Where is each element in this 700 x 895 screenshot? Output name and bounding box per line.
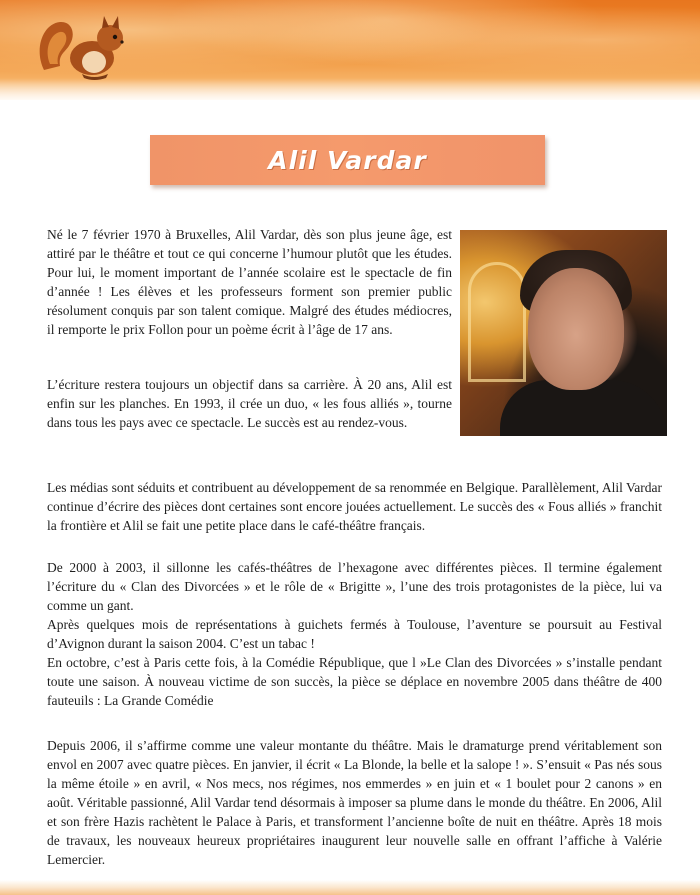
paragraph-early-life: Né le 7 février 1970 à Bruxelles, Alil Vardar, dès son plus jeune âge, est attiré par le théâtre et tout ce qui concerne l’humour plutôt que les études. Pour lui, le moment important de l’année scolaire est le spectacle de fin d’année ! Les élèves et les professeurs forment son premier public résolument conquis par son talent comique. Malgré des études médiocres, il remporte le prix Follon pour un poème écrit à l’âge de 17 ans. — [47, 227, 452, 337]
paragraph-line: En octobre, c’est à Paris cette fois, à la Comédie République, que l »Le Clan des Divorcées » s’installe pendant toute une saison. À nouveau victime de son succès, la pièce se déplace en novembre 2005 dans théâtre de 400 fauteuils : La Grande Comédie — [47, 655, 662, 708]
paragraph-line: Après quelques mois de représentations à guichets fermés à Toulouse, l’aventure se poursuit au Festival d’Avignon durant la saison 2004. C’est un tabac ! — [47, 617, 662, 651]
page-title: Alil Vardar — [268, 145, 427, 175]
bottom-stripe — [0, 880, 700, 895]
paragraph-since-2006: Depuis 2006, il s’affirme comme une valeur montante du théâtre. Mais le dramaturge prend véritablement son envol en 2007 avec quatre pièces. En janvier, il écrit « La Blonde, la belle et la salope ! ». S’ensuit « Pas nés sous la même étoile » en avril, « Nos mecs, nos régimes, nos emmerdes » en juin et « 1 boulet pour 2 canons » en août. Véritable passionné, Alil Vardar tend désormais à imposer sa plume dans le monde du théâtre. En 2006, Alil et son frère Hazis rachètent le Palace à Paris, et transforment l’ancienne boîte de nuit en théâtre. Après 18 mois de travaux, les nouveaux heureux propriétaires inaugurent leur nouvelle salle en offrant l’affiche à Valérie Lemercier. — [47, 738, 662, 867]
paragraph-clan-des-divorcees — [47, 558, 662, 710]
photo-window-detail — [468, 262, 526, 382]
paragraph-media: Les médias sont séduits et contribuent au développement de sa renommée en Belgique. Parallèlement, Alil Vardar continue d’écrire des pièces dont certaines sont encore jouées actuellement. Le succès des « Fous alliés » franchit la frontière et Alil se fait une petite place dans le café-théâtre français. — [47, 480, 662, 533]
paragraph-line: De 2000 à 2003, il sillonne les cafés-théâtres de l’hexagone avec différentes pièces. Il termine également l’écriture du « Clan des Divorcées » et le rôle de « Brigitte », l’une des trois protagonistes de la pièce, lui va comme un gant. — [47, 560, 662, 613]
photo-face — [528, 268, 624, 390]
paragraph-writing: L’écriture restera toujours un objectif dans sa carrière. À 20 ans, Alil est enfin sur les planches. En 1993, il crée un duo, « les fous alliés », tourne dans tous les pays avec ce spectacle. Le succès est au rendez-vous. — [47, 377, 452, 430]
squirrel-icon — [36, 10, 132, 82]
